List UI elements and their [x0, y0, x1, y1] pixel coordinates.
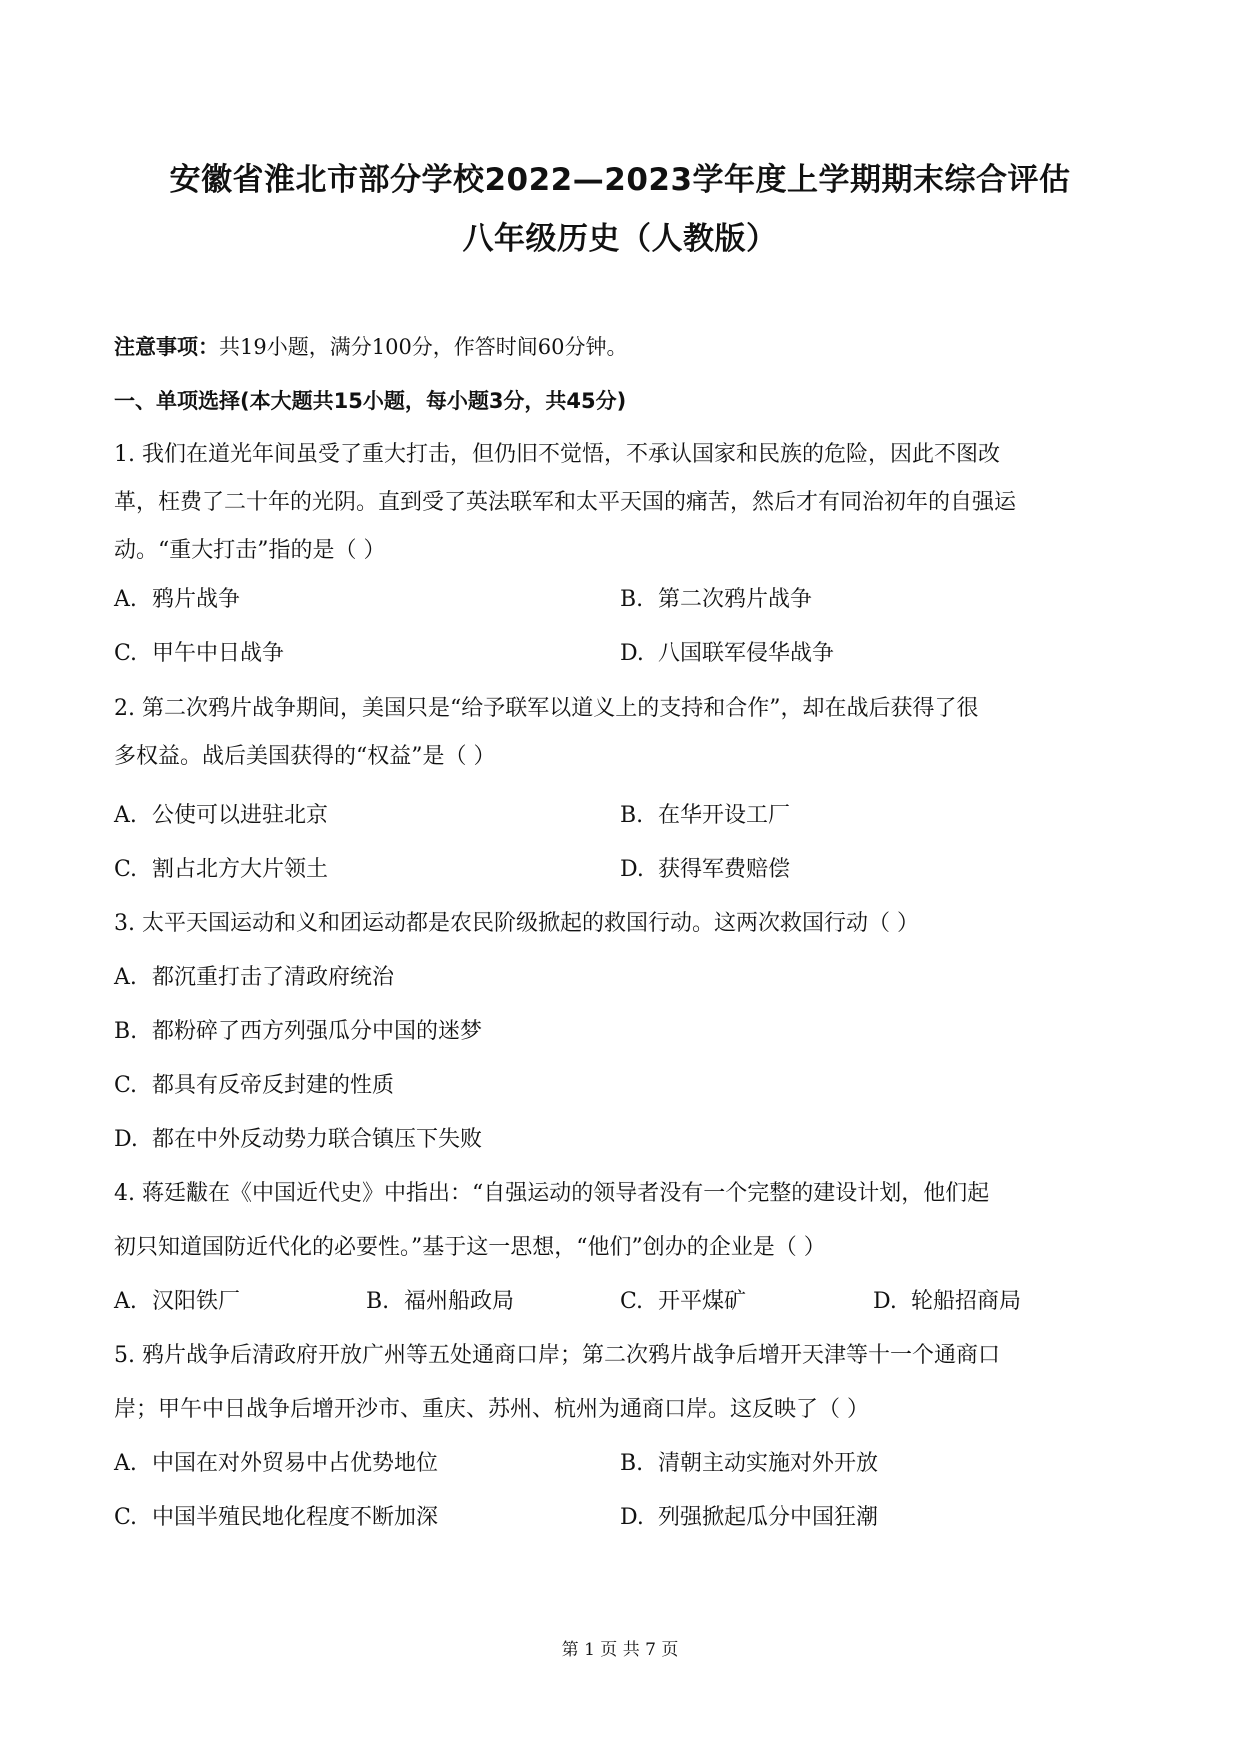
option-letter: C.: [620, 1289, 644, 1314]
option-letter: D.: [620, 857, 644, 882]
option-text: 都在中外反动势力联合镇压下失败: [152, 1127, 483, 1152]
option-text: 中国半殖民地化程度不断加深: [152, 1505, 439, 1530]
option-letter: A.: [114, 803, 137, 828]
question-4-option-d: [873, 1287, 1021, 1317]
section-heading: 一、单项选择(本大题共15小题，每小题3分，共45分): [114, 389, 627, 413]
option-letter: B.: [620, 803, 644, 828]
option-letter: C.: [114, 1073, 138, 1098]
option-text: 都沉重打击了清政府统治: [152, 965, 395, 990]
option-letter: D.: [114, 1127, 138, 1152]
option-text: 割占北方大片领土: [152, 857, 329, 882]
question-4-option-b: [366, 1287, 514, 1317]
question-5-option-b: [620, 1449, 878, 1479]
option-text: 列强掀起瓜分中国狂潮: [658, 1505, 879, 1530]
question-1-option-b: [620, 585, 812, 615]
option-letter: C.: [114, 857, 138, 882]
question-2-option-c: [114, 855, 328, 885]
option-text: 公使可以进驻北京: [152, 803, 329, 828]
notice: [114, 332, 628, 362]
option-letter: D.: [620, 641, 644, 666]
question-5-option-c: [114, 1503, 438, 1533]
option-text: 清朝主动实施对外开放: [658, 1451, 879, 1476]
option-text: 汉阳铁厂: [152, 1289, 241, 1314]
option-letter: A.: [114, 1451, 137, 1476]
question-5-option-a: [114, 1449, 438, 1479]
option-letter: A.: [114, 965, 137, 990]
question-2-option-b: [620, 801, 790, 831]
option-text: 鸦片战争: [152, 587, 241, 612]
option-text: 第二次鸦片战争: [658, 587, 813, 612]
question-1-option-d: [620, 639, 834, 669]
question-1-option-c: [114, 639, 284, 669]
question-3-option-c: [114, 1071, 394, 1101]
notice-text: 共19小题，满分100分，作答时间60分钟。: [219, 335, 628, 359]
question-4-line-1: 4. 蒋廷黻在《中国近代史》中指出：“自强运动的领导者没有一个完整的建设计划，他们起: [114, 1181, 990, 1206]
option-text: 八国联军侵华战争: [658, 641, 835, 666]
page-number: 第 1 页 共 7 页: [561, 1640, 679, 1660]
option-letter: B.: [620, 587, 644, 612]
question-2-option-a: [114, 801, 328, 831]
option-text: 开平煤矿: [658, 1289, 747, 1314]
question-5-line-2: 岸；甲午中日战争后增开沙市、重庆、苏州、杭州为通商口岸。这反映了（ ）: [114, 1397, 869, 1422]
option-letter: B.: [366, 1289, 390, 1314]
question-3-option-a: [114, 963, 394, 993]
option-text: 都具有反帝反封建的性质: [152, 1073, 395, 1098]
question-4-option-c: [620, 1287, 746, 1317]
question-1-option-a: [114, 585, 240, 615]
question-1-line-3: 动。“重大打击”指的是（ ）: [114, 538, 386, 563]
option-text: 在华开设工厂: [658, 803, 791, 828]
option-text: 甲午中日战争: [152, 641, 285, 666]
question-2-line-1: 2. 第二次鸦片战争期间，美国只是“给予联军以道义上的支持和合作”，却在战后获得了很: [114, 696, 979, 721]
question-5-option-d: [620, 1503, 878, 1533]
option-text: 中国在对外贸易中占优势地位: [152, 1451, 439, 1476]
question-2-option-d: [620, 855, 790, 885]
question-2-line-2: 多权益。战后美国获得的“权益”是（ ）: [114, 744, 496, 769]
option-text: 获得军费赔偿: [658, 857, 791, 882]
option-letter: B.: [620, 1451, 644, 1476]
question-3-line-1: 3. 太平天国运动和义和团运动都是农民阶级掀起的救国行动。这两次救国行动（ ）: [114, 911, 919, 936]
question-5-line-1: 5. 鸦片战争后清政府开放广州等五处通商口岸；第二次鸦片战争后增开天津等十一个通商口: [114, 1343, 1000, 1368]
exam-title-line1: 安徽省淮北市部分学校2022—2023学年度上学期期末综合评估: [169, 162, 1071, 198]
question-1-line-2: 革，枉费了二十年的光阴。直到受了英法联军和太平天国的痛苦，然后才有同治初年的自强运: [114, 490, 1017, 515]
option-letter: A.: [114, 1289, 137, 1314]
option-letter: D.: [620, 1505, 644, 1530]
question-4-line-2: 初只知道国防近代化的必要性。”基于这一思想，“他们”创办的企业是（ ）: [114, 1235, 826, 1260]
option-letter: C.: [114, 1505, 138, 1530]
question-3-option-b: [114, 1017, 482, 1047]
option-text: 轮船招商局: [911, 1289, 1022, 1314]
question-3-option-d: [114, 1125, 482, 1155]
option-letter: B.: [114, 1019, 138, 1044]
question-1-line-1: 1. 我们在道光年间虽受了重大打击，但仍旧不觉悟，不承认国家和民族的危险，因此不图改: [114, 442, 1000, 467]
option-text: 都粉碎了西方列强瓜分中国的迷梦: [152, 1019, 483, 1044]
option-letter: A.: [114, 587, 137, 612]
notice-label: 注意事项：: [114, 335, 219, 359]
option-letter: D.: [873, 1289, 897, 1314]
question-4-option-a: [114, 1287, 240, 1317]
option-letter: C.: [114, 641, 138, 666]
option-text: 福州船政局: [404, 1289, 515, 1314]
exam-title-line2: 八年级历史（人教版）: [462, 221, 778, 257]
